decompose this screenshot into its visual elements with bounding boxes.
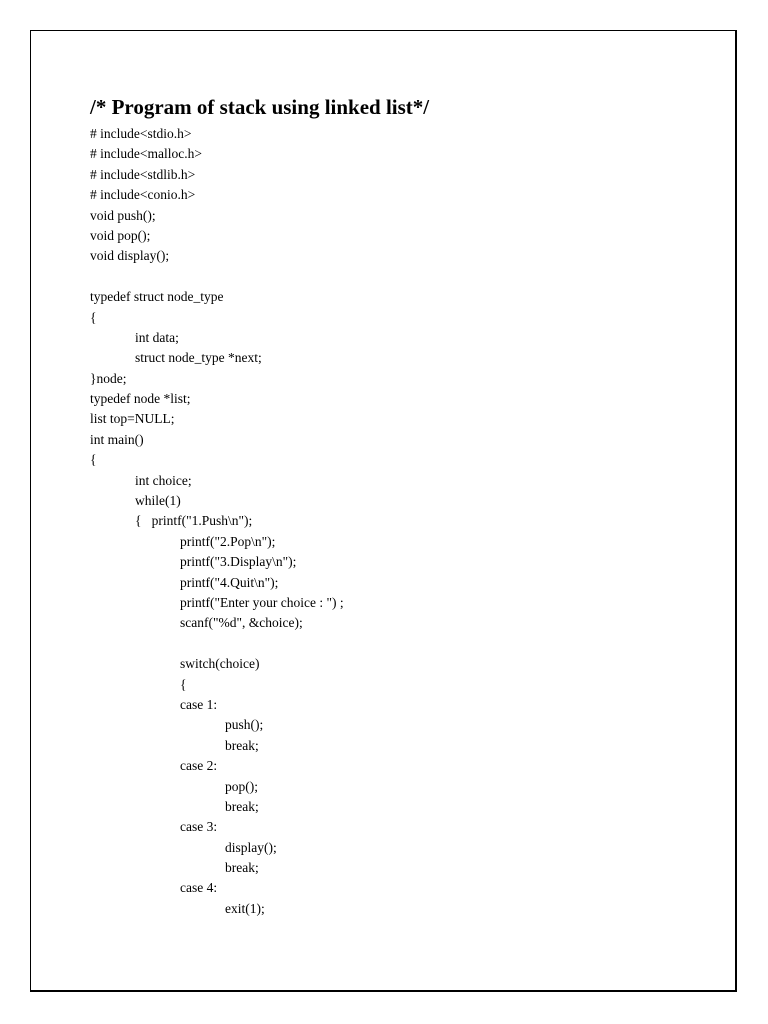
document-title: /* Program of stack using linked list*/: [90, 95, 430, 119]
code-line: exit(1);: [225, 900, 265, 916]
code-line: pop();: [225, 778, 258, 794]
code-line: int main(): [90, 431, 144, 447]
code-line: scanf("%d", &choice);: [180, 615, 303, 631]
code-line: void pop();: [90, 227, 151, 243]
code-line: typedef struct node_type: [90, 289, 224, 305]
code-line: int choice;: [135, 472, 192, 488]
code-line: { printf("1.Push\n");: [135, 513, 253, 529]
code-line: {: [180, 676, 187, 692]
code-line: # include<malloc.h>: [90, 146, 202, 162]
code-line: break;: [225, 798, 259, 814]
code-line: printf("4.Quit\n");: [180, 574, 279, 590]
code-line: {: [90, 452, 97, 468]
code-line: push();: [225, 717, 264, 733]
code-line: switch(choice): [180, 656, 260, 672]
code-line: case 1:: [180, 696, 218, 712]
code-line: }node;: [90, 370, 127, 386]
code-line: break;: [225, 860, 259, 876]
code-line: int data;: [135, 329, 179, 345]
code-line: {: [90, 309, 97, 325]
code-line: printf("2.Pop\n");: [180, 533, 276, 549]
code-line: case 4:: [180, 880, 218, 896]
code-line: struct node_type *next;: [135, 350, 262, 366]
code-listing: [90, 124, 690, 919]
code-line: display();: [225, 839, 277, 855]
code-line: case 3:: [180, 819, 218, 835]
code-line: printf("3.Display\n");: [180, 554, 297, 570]
code-line: # include<stdio.h>: [90, 126, 192, 141]
blank-line: [90, 634, 690, 654]
code-line: void display();: [90, 248, 170, 264]
blank-line: [90, 267, 690, 287]
code-line: typedef node *list;: [90, 391, 191, 407]
code-line: break;: [225, 737, 259, 753]
code-line: void push();: [90, 207, 156, 223]
code-line: # include<stdlib.h>: [90, 166, 196, 182]
code-line: case 2:: [180, 758, 218, 774]
code-line: while(1): [135, 493, 181, 509]
code-line: list top=NULL;: [90, 411, 175, 427]
code-line: # include<conio.h>: [90, 187, 196, 203]
code-line: printf("Enter your choice : ") ;: [180, 594, 344, 610]
